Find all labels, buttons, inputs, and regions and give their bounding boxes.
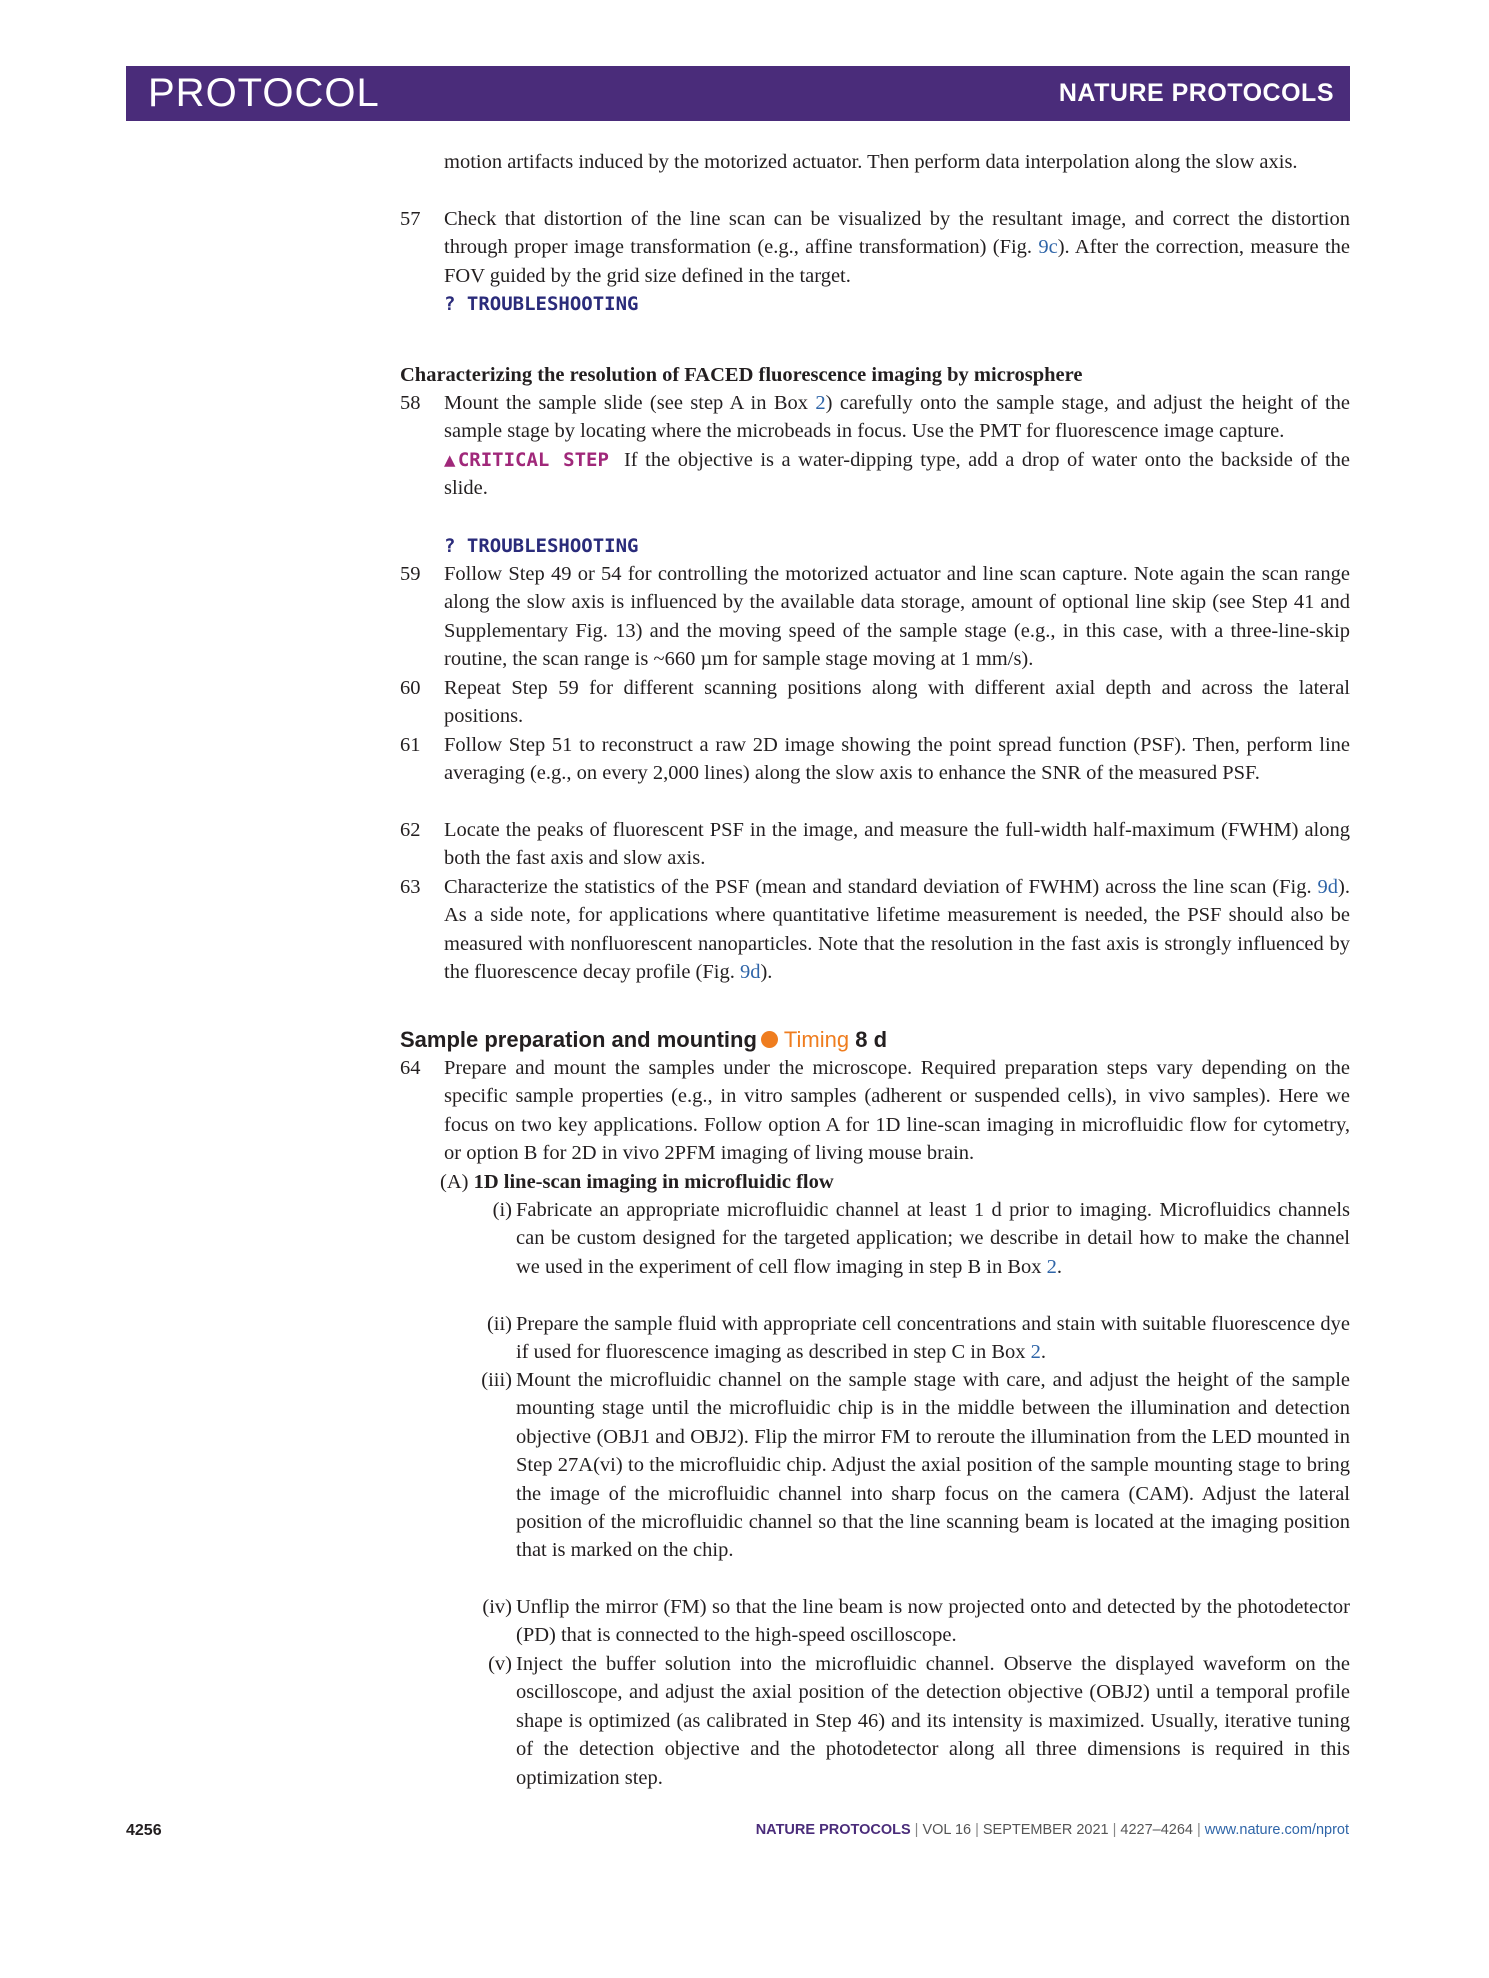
substep-iv (470, 1593, 1350, 1650)
substep-ii (470, 1310, 1350, 1367)
section-title-sample-preparation: Sample preparation and mounting Timing 8 d (400, 1027, 888, 1052)
substep-number: (iv) (482, 1596, 512, 1618)
box-link-2[interactable]: 2 (1046, 1255, 1057, 1278)
timing-label: Timing (783, 1027, 850, 1052)
substep-text: Fabricate an appropriate microfluidic channel at least 1 d prior to imaging. Microfluidics channels can be custom designed for the targeted application; we describe in detail how to make the channel we used in the experiment of cell flow imaging in step B in Box 2. (516, 1199, 1350, 1278)
step-text: Follow Step 49 or 54 for controlling the motorized actuator and line scan capture. Note again the scan range along the slow axis is influenced by the available data storage, amount of optional line skip (see Step 41 and Supplementary Fig. 13) and the moving speed of the sample stage (e.g., in this case, with a three-line-skip routine, the scan range is ~660 µm for sample stage moving at 1 mm/s). (444, 563, 1350, 671)
section-title-resolution: Characterizing the resolution of FACED fluorescence imaging by microsphere (400, 364, 1083, 386)
step-number: 59 (400, 563, 421, 585)
troubleshooting-label-58[interactable]: ? TROUBLESHOOTING (444, 535, 639, 557)
timing-value: 8 d (855, 1027, 888, 1052)
step-61 (400, 731, 1350, 788)
step-text: Mount the sample slide (see step A in Box 2) carefully onto the sample stage, and adjust the height of the sample stage by locating where the microbeads in focus. Use the PMT for fluorescence image capture. (444, 392, 1350, 443)
step-63 (400, 873, 1350, 987)
footer-journal: NATURE PROTOCOLS (755, 1822, 911, 1838)
continued-paragraph: motion artifacts induced by the motorized actuator. Then perform data interpolation along the slow axis. (444, 151, 1298, 173)
footer-pages: 4227–4264 (1120, 1822, 1193, 1838)
step-57 (400, 205, 1350, 290)
fig-link-9d[interactable]: 9d (1317, 876, 1339, 898)
substep-number: (iii) (481, 1369, 512, 1391)
step-62 (400, 816, 1350, 873)
step-number: 64 (400, 1057, 421, 1079)
box-link-2[interactable]: 2 (1030, 1341, 1041, 1364)
step-number: 63 (400, 876, 421, 898)
substep-iii (470, 1366, 1350, 1565)
substep-v (470, 1650, 1350, 1792)
substep-text: Mount the microfluidic channel on the sample stage with care, and adjust the height of the sample mounting stage until the microfluidic chip is in the middle between the illumination and detection objective (OBJ1 and OBJ2). Flip the mirror FM to reroute the illumination from the LED mounted in Step 27A(vi) to the microfluidic chip. Adjust the axial position of the sample mounting stage to bring the image of the microfluidic channel into sharp focus on the camera (CAM). Adjust the lateral position of the microfluidic channel so that the line scanning beam is located at the imaging position that is marked on the chip. (516, 1369, 1350, 1562)
step-text: Follow Step 51 to reconstruct a raw 2D image showing the point spread function (PSF). Then, perform line averaging (e.g., on every 2,000 lines) along the slow axis to enhance the SNR of the measured PSF. (444, 734, 1350, 785)
substep-text: Prepare the sample fluid with appropriate cell concentrations and stain with suitable fluorescence dye if used for fluorescence imaging as described in step C in Box 2. (516, 1313, 1350, 1364)
step-number: 62 (400, 819, 421, 841)
substep-text: Unflip the mirror (FM) so that the line beam is now projected onto and detected by the photodetector (PD) that is connected to the high-speed oscilloscope. (516, 1596, 1350, 1647)
step-59 (400, 560, 1350, 674)
substep-text: Inject the buffer solution into the microfluidic channel. Observe the displayed waveform on the oscilloscope, and adjust the axial position of the detection objective (OBJ2) until a temporal profile shape is optimized (as calibrated in Step 46) and its intensity is maximized. Usually, iterative tuning of the detection objective and the photodetector along all three dimensions is required in this optimization step. (516, 1653, 1350, 1789)
fig-link-9d-second[interactable]: 9d (739, 961, 761, 984)
step-number: 57 (400, 208, 421, 230)
step-60 (400, 674, 1350, 731)
substep-number: (v) (488, 1653, 512, 1675)
step-number: 58 (400, 392, 421, 414)
page-number: 4256 (126, 1822, 162, 1839)
step-text: Check that distortion of the line scan can be visualized by the resultant image, and correct the distortion through proper image transformation (e.g., affine transformation) (Fig. 9c). After the correction, measure the FOV guided by the grid size defined in the target. (444, 208, 1350, 287)
step-number: 61 (400, 734, 421, 756)
critical-step-note: ▲CRITICAL STEP If the objective is a water-dipping type, add a drop of water onto the backside of the slide. (444, 448, 1351, 500)
step-text: Repeat Step 59 for different scanning positions along with different axial depth and across the lateral positions. (444, 677, 1350, 728)
header-journal-label: NATURE PROTOCOLS (1058, 79, 1334, 107)
timing-clock-icon (761, 1031, 778, 1048)
troubleshooting-label-57[interactable]: ? TROUBLESHOOTING (444, 293, 639, 315)
critical-step-label: ▲CRITICAL STEP (444, 448, 609, 471)
step-text: Prepare and mount the samples under the microscope. Required preparation steps vary depending on the specific sample properties (e.g., in vitro samples (adherent or suspended cells), in vivo samples). Here we focus on two key applications. Follow option A for 1D line-scan imaging in microfluidic flow for cytometry, or option B for 2D in vivo 2PFM imaging of living mouse brain. (444, 1057, 1350, 1165)
footer-volume: VOL 16 (922, 1822, 972, 1838)
substep-i (470, 1196, 1350, 1281)
footer-url-link[interactable]: www.nature.com/nprot (1204, 1822, 1349, 1838)
header-protocol-label: PROTOCOL (148, 71, 380, 115)
option-a-title: 1D line-scan imaging in microfluidic flow (473, 1171, 834, 1193)
step-text: Locate the peaks of fluorescent PSF in the image, and measure the full-width half-maximum (FWHM) along both the fast axis and slow axis. (444, 819, 1350, 870)
footer-date: SEPTEMBER 2021 (982, 1822, 1109, 1838)
step-58 (400, 389, 1350, 503)
footer-citation: NATURE PROTOCOLS | VOL 16 | SEPTEMBER 2021 | 4227–4264 | www.nature.com/nprot (755, 1822, 1349, 1838)
step-64 (400, 1054, 1350, 1168)
substep-number: (ii) (486, 1313, 512, 1335)
fig-link-9c[interactable]: 9c (1038, 236, 1058, 259)
substep-number: (i) (492, 1199, 512, 1221)
box-link-2[interactable]: 2 (815, 392, 826, 414)
step-number: 60 (400, 677, 421, 699)
option-a-heading: (A) 1D line-scan imaging in microfluidic flow (440, 1171, 834, 1193)
page-header (126, 66, 1350, 121)
step-text: Characterize the statistics of the PSF (mean and standard deviation of FWHM) across the line scan (Fig. 9d). As a side note, for applications where quantitative lifetime measurement is needed, the PSF should also be measured with nonfluorescent nanoparticles. Note that the resolution in the fast axis is strongly influenced by the fluorescence decay profile (Fig. 9d). (444, 876, 1350, 984)
